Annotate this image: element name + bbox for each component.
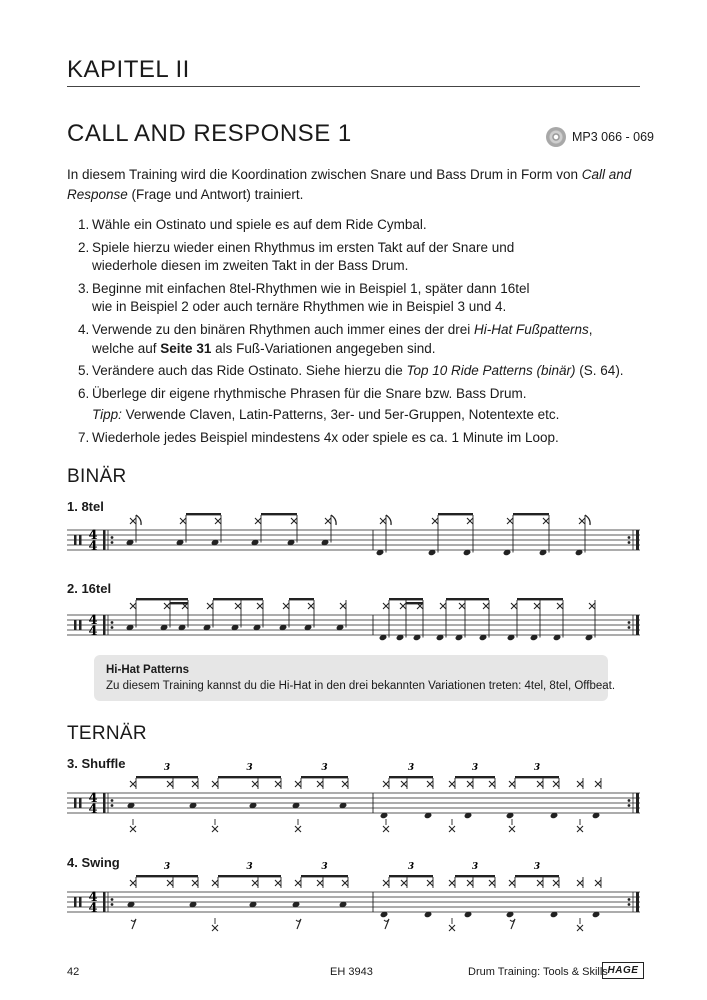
time-signature-bottom: 4: [88, 802, 98, 817]
list-number: 5.: [78, 363, 90, 379]
repeat-dot: [111, 536, 114, 539]
list-number: 4.: [78, 322, 90, 338]
repeat-dot: [111, 804, 114, 807]
note-beam: [455, 875, 495, 877]
percussion-clef: [74, 620, 77, 630]
repeat-dot: [628, 536, 631, 539]
repeat-dot: [628, 799, 631, 802]
note-beam: [136, 776, 198, 778]
note-beam: [301, 776, 348, 778]
time-signature-top: 4: [88, 791, 98, 806]
list-line: Spiele hierzu wieder einen Rhythmus im ersten Takt auf der Snare und: [92, 239, 515, 255]
percussion-clef: [74, 798, 77, 808]
eighth-rest: [296, 919, 301, 929]
catalog-code: EH 3943: [330, 966, 373, 978]
intro-em-2: Response: [67, 187, 128, 202]
repeat-dot: [111, 898, 114, 901]
text: Verwende zu den binären Rhythmen auch immer eines der drei: [92, 322, 474, 338]
note-beam: [515, 776, 559, 778]
percussion-clef: [79, 535, 82, 545]
triplet-mark: 3: [246, 862, 253, 872]
note-flag: [386, 515, 391, 525]
list-number: 6.: [78, 386, 90, 402]
note-beam: [389, 875, 433, 877]
note-beam: [213, 598, 263, 600]
note-beam: [218, 875, 281, 877]
triplet-mark: 3: [407, 862, 415, 872]
note-beam: [186, 513, 221, 515]
list-line: wiederhole diesen im zweiten Takt in der Bass Drum.: [92, 258, 409, 274]
note-beam: [170, 602, 188, 604]
repeat-dot: [628, 903, 631, 906]
em-text: Hi-Hat Fußpatterns: [473, 322, 589, 338]
repeat-end-bar: [636, 793, 639, 813]
note-beam: [517, 598, 563, 600]
page-number: 42: [67, 966, 80, 978]
repeat-start-bar: [103, 530, 106, 550]
triplet-mark: 3: [471, 763, 479, 773]
list-line: Überlege dir eigene rhythmische Phrasen für die Snare bzw. Bass Drum.: [92, 386, 527, 402]
repeat-dot: [628, 621, 631, 624]
triplet-mark: 3: [533, 862, 541, 872]
triplet-mark: 3: [163, 862, 171, 872]
triplet-mark: 3: [246, 763, 253, 773]
repeat-end-bar: [636, 530, 639, 550]
repeat-dot: [111, 621, 114, 624]
repeat-end-bar: [636, 892, 639, 912]
note-beam: [515, 875, 559, 877]
note-flag: [331, 515, 336, 525]
list-line: Wiederhole jedes Beispiel mindestens 4x oder spiele es ca. 1 Minute im Loop.: [92, 429, 559, 445]
note-text: Zu diesem Training kannst du die Hi-Hat in den drei bekannten Variationen treten: 4tel, 8tel, Offbeat.: [106, 680, 616, 692]
text: welche auf: [92, 340, 161, 356]
eighth-rest: [131, 919, 136, 929]
note-beam: [406, 602, 423, 604]
section-heading-ternar: TERNÄR: [67, 723, 147, 744]
text: Verändere auch das Ride Ostinato. Siehe hierzu die: [92, 363, 407, 379]
text: als Fuß-Variationen angegeben sind.: [211, 340, 436, 356]
triplet-mark: 3: [321, 763, 328, 773]
repeat-dot: [628, 626, 631, 629]
note-beam: [438, 513, 473, 515]
book-title: Drum Training: Tools & Skills: [468, 966, 608, 978]
intro-text-1: In diesem Training wird die Koordination zwischen Snare und Bass Drum in Form von: [67, 167, 582, 182]
note-beam: [513, 513, 549, 515]
triplet-mark: 3: [533, 763, 541, 773]
repeat-start-bar: [103, 793, 106, 813]
note-beam: [389, 776, 433, 778]
example-label-2: 2. 16tel: [67, 581, 112, 596]
text: (S. 64).: [575, 363, 624, 379]
note-title: Hi-Hat Patterns: [106, 664, 190, 676]
eighth-rest: [384, 919, 389, 929]
page-reference: Seite 31: [160, 340, 212, 356]
percussion-clef: [79, 897, 82, 907]
em-text: Top 10 Ride Patterns (binär): [406, 363, 576, 379]
note-beam: [218, 776, 281, 778]
note-flag: [136, 515, 141, 525]
note-beam: [136, 875, 198, 877]
time-signature-bottom: 4: [88, 624, 98, 639]
list-number: 7.: [78, 429, 90, 445]
page-title: CALL AND RESPONSE 1: [67, 120, 352, 147]
intro-text-2: (Frage und Antwort) trainiert.: [127, 187, 304, 202]
percussion-clef: [79, 798, 82, 808]
percussion-clef: [79, 620, 82, 630]
time-signature-bottom: 4: [88, 539, 98, 554]
list-number: 1.: [78, 217, 90, 232]
repeat-dot: [628, 898, 631, 901]
example-label-3: 3. Shuffle: [67, 756, 126, 771]
repeat-dot: [111, 626, 114, 629]
time-signature-top: 4: [88, 613, 98, 628]
list-number: 2.: [78, 239, 90, 255]
note-beam: [261, 513, 297, 515]
triplet-mark: 3: [471, 862, 479, 872]
note-beam: [455, 776, 495, 778]
time-signature-top: 4: [88, 890, 98, 905]
repeat-dot: [628, 804, 631, 807]
percussion-clef: [74, 897, 77, 907]
publisher-logo: HAGE: [602, 962, 644, 979]
time-signature-bottom: 4: [88, 901, 98, 916]
note-beam: [136, 598, 188, 600]
note-beam: [446, 598, 489, 600]
chapter-title: KAPITEL II: [67, 56, 190, 83]
percussion-clef: [74, 535, 77, 545]
triplet-mark: 3: [321, 862, 328, 872]
mp3-label: MP3 066 - 069: [572, 130, 654, 144]
example-label-1: 1. 8tel: [67, 499, 104, 514]
repeat-start-bar: [103, 892, 106, 912]
list-line: Beginne mit einfachen 8tel-Rhythmen wie in Beispiel 1, später dann 16tel: [92, 281, 530, 296]
list-number: 3.: [78, 281, 90, 296]
section-heading-binar: BINÄR: [67, 466, 127, 487]
text: ,: [588, 322, 593, 338]
note-beam: [301, 875, 348, 877]
list-line: Wähle ein Ostinato und spiele es auf dem Ride Cymbal.: [92, 217, 427, 232]
repeat-dot: [111, 799, 114, 802]
time-signature-top: 4: [88, 528, 98, 543]
tip-text: Verwende Claven, Latin-Patterns, 3er- und 5er-Gruppen, Notentexte etc.: [121, 407, 560, 422]
intro-em-1: Call and: [581, 167, 632, 182]
list-line: wie in Beispiel 2 oder auch ternäre Rhythmen wie in Beispiel 3 und 4.: [92, 299, 507, 315]
note-beam: [389, 598, 423, 600]
repeat-dot: [111, 541, 114, 544]
note-beam: [289, 598, 314, 600]
repeat-start-bar: [103, 615, 106, 635]
repeat-dot: [111, 903, 114, 906]
eighth-rest: [510, 919, 515, 929]
note-flag: [585, 515, 590, 525]
repeat-end-bar: [636, 615, 639, 635]
repeat-dot: [628, 541, 631, 544]
example-label-4: 4. Swing: [67, 855, 120, 870]
triplet-mark: 3: [407, 763, 415, 773]
tip-label: Tipp:: [92, 407, 122, 422]
triplet-mark: 3: [163, 763, 171, 773]
